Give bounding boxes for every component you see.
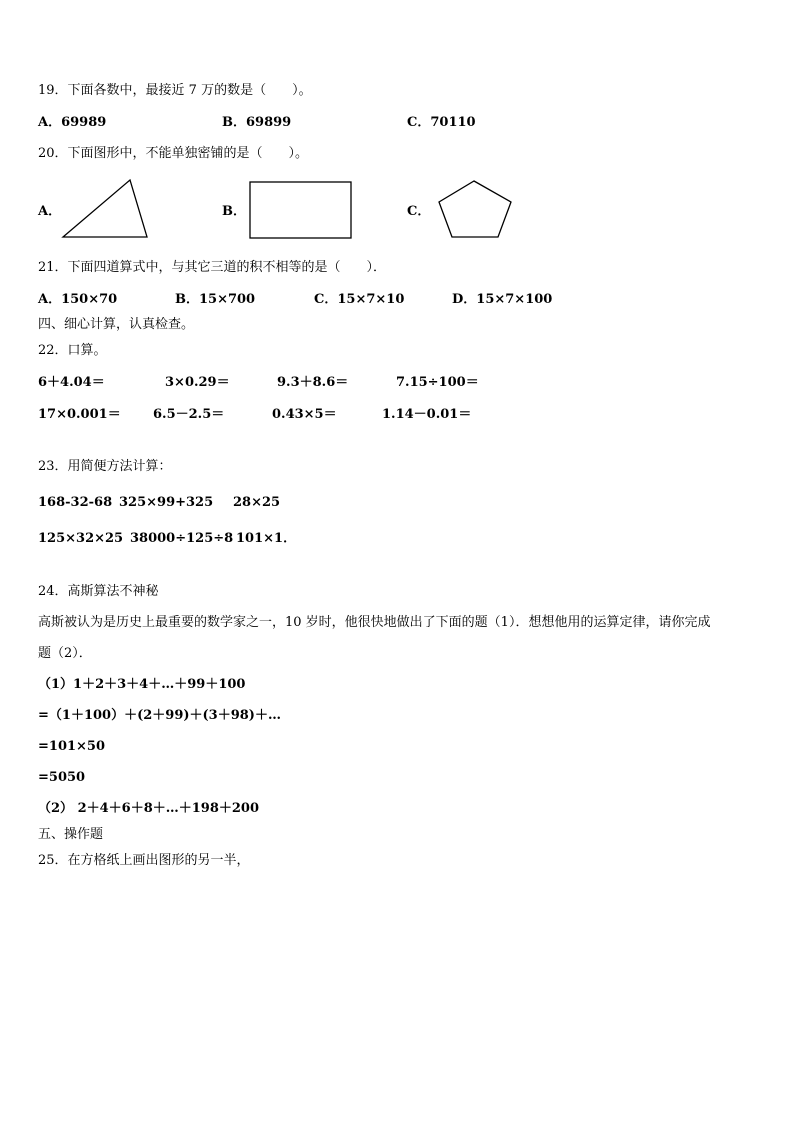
q23-item: 101×1． (236, 531, 297, 546)
q24-line: =（1＋100）＋(2＋99)＋(3＋98)＋… (38, 708, 281, 723)
q21-option-b: B．15×700 (175, 292, 256, 307)
q22-stem: 22．口算。 (38, 343, 107, 358)
q23-item: 38000÷125÷8 (130, 531, 234, 546)
q22-item: 6.5－2.5＝ (153, 407, 225, 422)
q22-item: 1.14－0.01＝ (382, 407, 472, 422)
q21-option-a: A．150×70 (38, 292, 118, 307)
q24-paragraph-line1: 高斯被认为是历史上最重要的数学家之一，10 岁时，他很快地做出了下面的题（1）．想想他用的运算定律，请你完成 (38, 615, 711, 630)
rectangle-icon (248, 180, 354, 240)
q24-line: =5050 (38, 770, 86, 785)
q19-option-a: A．69989 (38, 115, 107, 130)
q23-item: 168-32-68 (38, 495, 113, 510)
q20-stem: 20．下面图形中，不能单独密铺的是（ ）。 (38, 146, 309, 161)
q20-option-b: B． (222, 204, 246, 219)
section4-heading: 四、细心计算，认真检查。 (38, 317, 195, 332)
pentagon-icon (436, 179, 516, 241)
q19-option-b: B．69899 (222, 115, 292, 130)
q19-option-c: C．70110 (407, 115, 476, 130)
q24-line: （1）1＋2＋3＋4＋…＋99＋100 (38, 677, 246, 692)
q22-item: 6＋4.04＝ (38, 375, 105, 390)
q21-option-c: C．15×7×10 (314, 292, 405, 307)
q22-item: 9.3＋8.6＝ (277, 375, 349, 390)
q22-item: 0.43×5＝ (272, 407, 337, 422)
section5-heading: 五、操作题 (38, 827, 104, 842)
q20-option-c: C． (407, 204, 431, 219)
q19-stem: 19．下面各数中，最接近 7 万的数是（ ）。 (38, 83, 312, 98)
q22-item: 7.15÷100＝ (396, 375, 479, 390)
q24-paragraph-line2: 题（2）． (38, 646, 92, 661)
q24-stem: 24．高斯算法不神秘 (38, 584, 159, 599)
q23-item: 325×99+325 (119, 495, 214, 510)
q22-item: 17×0.001＝ (38, 407, 121, 422)
q24-line: =101×50 (38, 739, 106, 754)
q20-option-a: A． (38, 204, 62, 219)
q22-item: 3×0.29＝ (165, 375, 230, 390)
q23-stem: 23．用简便方法计算： (38, 459, 172, 474)
q23-item: 28×25 (233, 495, 281, 510)
q23-item: 125×32×25 (38, 531, 124, 546)
q24-line: （2） 2＋4＋6＋8＋…＋198＋200 (38, 801, 260, 816)
q21-stem: 21．下面四道算式中，与其它三道的积不相等的是（ ）． (38, 260, 387, 275)
q25-stem: 25．在方格纸上画出图形的另一半， (38, 853, 250, 868)
q21-option-d: D．15×7×100 (452, 292, 553, 307)
triangle-icon (60, 178, 152, 240)
